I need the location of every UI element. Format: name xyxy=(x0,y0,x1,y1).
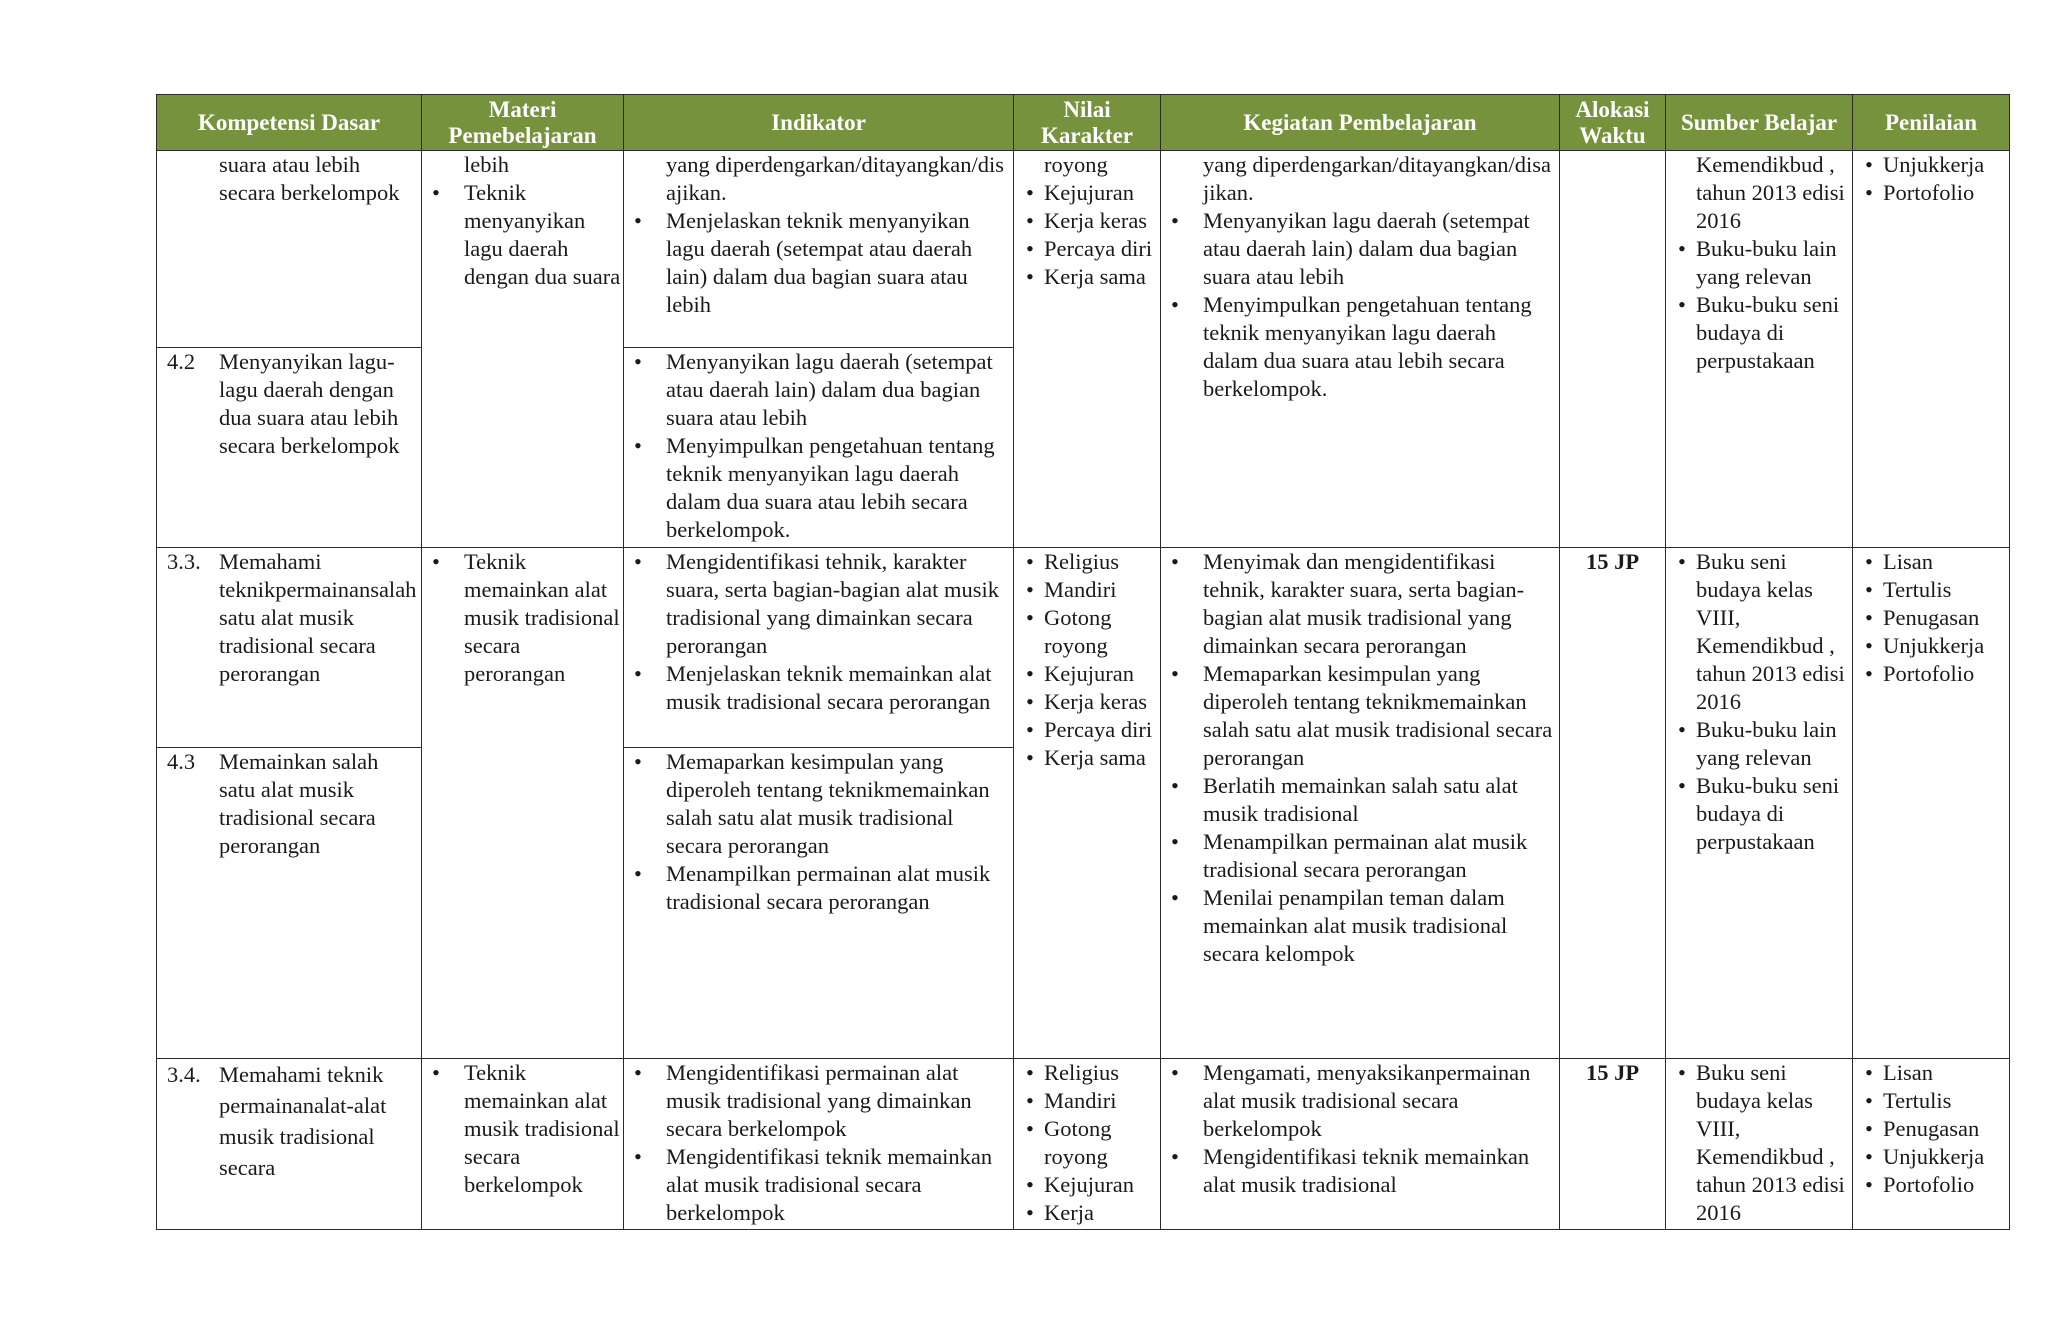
kd-text: Menyanyikan lagu-lagu daerah dengan dua suara atau lebih secara berkelompok xyxy=(219,349,400,458)
list-item: • Percaya diri xyxy=(1014,235,1160,263)
list-item: • Religius xyxy=(1014,1059,1160,1087)
list-item: • Menyimpulkan pengetahuan tentang teknik menyanyikan lagu daerah dalam dua suara atau lebih secara berkelompok. xyxy=(1161,291,1553,403)
penilaian-list xyxy=(1853,548,2009,688)
table-row xyxy=(157,151,2010,548)
list-item: • Percaya diri xyxy=(1014,716,1160,744)
header-alokasi: Alokasi Waktu xyxy=(1560,95,1666,151)
penilaian-cell xyxy=(1853,1059,2010,1230)
continued-text: yang diperdengarkan/ditayangkan/disajikan. xyxy=(666,152,1005,205)
list-item: • Menampilkan permainan alat musik tradisional secara perorangan xyxy=(624,860,1007,916)
header-nilai-karakter: Nilai Karakter xyxy=(1014,95,1161,151)
kd-number: 3.3. xyxy=(167,549,201,574)
list-item: • Berlatih memainkan salah satu alat musik tradisional xyxy=(1161,772,1553,828)
kd-cell xyxy=(157,548,422,1059)
penilaian-cell xyxy=(1853,151,2010,548)
sumber-list xyxy=(1666,235,1852,375)
kd-cell xyxy=(157,1059,422,1230)
kd-cell xyxy=(157,151,422,548)
header-row xyxy=(157,95,2010,151)
list-item: • Teknik memainkan alat musik tradisional secara perorangan xyxy=(422,548,623,688)
kd-text: Memainkan salah satu alat musik tradisional secara perorangan xyxy=(219,749,379,858)
list-item: • Mengidentifikasi teknik memainkan alat musik tradisional xyxy=(1161,1143,1553,1199)
penilaian-list xyxy=(1853,151,2009,207)
list-item: • Menyanyikan lagu daerah (setempat atau daerah lain) dalam dua bagian suara atau lebih xyxy=(1161,207,1553,291)
list-item: • Menyimak dan mengidentifikasi tehnik, karakter suara, serta bagian- bagian alat musik tradisional yang dimainkan secara perorangan xyxy=(1161,548,1553,660)
kd-block xyxy=(157,548,421,747)
indikator-list xyxy=(624,1059,1013,1227)
materi-cell xyxy=(422,151,624,548)
indikator-list xyxy=(624,548,1013,716)
list-item: • Buku-buku seni budaya di perpustakaan xyxy=(1666,772,1852,856)
list-item: • Teknik menyanyikan lagu daerah dengan dua suara xyxy=(422,179,623,291)
rpp-table xyxy=(156,94,2010,1230)
list-item: • Buku-buku lain yang relevan xyxy=(1666,716,1852,772)
header-indikator: Indikator xyxy=(624,95,1014,151)
list-item: • Buku-buku lain yang relevan xyxy=(1666,235,1852,291)
indikator-list xyxy=(624,748,1013,916)
list-item: • Menilai penampilan teman dalam memainkan alat musik tradisional secara kelompok xyxy=(1161,884,1553,968)
list-item: • Kerja keras xyxy=(1014,688,1160,716)
materi-list xyxy=(422,179,623,291)
list-item: • Penugasan xyxy=(1853,1115,2009,1143)
alokasi-cell xyxy=(1560,151,1666,548)
indikator-block xyxy=(624,548,1013,747)
nilai-cell xyxy=(1014,1059,1161,1230)
indikator-cell xyxy=(624,548,1014,1059)
list-item: • Penugasan xyxy=(1853,604,2009,632)
penilaian-cell xyxy=(1853,548,2010,1059)
list-item: • Kejujuran xyxy=(1014,1171,1160,1199)
table-row xyxy=(157,1059,2010,1230)
kegiatan-list xyxy=(1161,1059,1559,1199)
kegiatan-cell xyxy=(1161,151,1560,548)
indikator-cell xyxy=(624,1059,1014,1230)
list-item: • Menyimpulkan pengetahuan tentang teknik menyanyikan lagu daerah dalam dua suara atau lebih secara berkelompok. xyxy=(624,432,1007,544)
materi-list xyxy=(422,548,623,688)
list-item: • Kerja keras xyxy=(1014,207,1160,235)
continued-text: yang diperdengarkan/ditayangkan/disajikan. xyxy=(1203,152,1552,205)
list-item: • Memaparkan kesimpulan yang diperoleh tentang teknikmemainkan salah satu alat musik tradisional secara perorangan xyxy=(1161,660,1553,772)
list-item: • Mengidentifikasi teknik memainkan alat musik tradisional secara berkelompok xyxy=(624,1143,1007,1227)
kd-block xyxy=(157,747,421,1056)
list-item: • Lisan xyxy=(1853,548,2009,576)
kd-block xyxy=(157,347,421,545)
sumber-cell xyxy=(1666,151,1853,548)
list-item: • Portofolio xyxy=(1853,179,2009,207)
header-kegiatan: Kegiatan Pembelajaran xyxy=(1161,95,1560,151)
alokasi-cell: 15 JP xyxy=(1560,548,1666,1059)
nilai-list xyxy=(1014,548,1160,772)
sumber-list xyxy=(1666,1059,1852,1227)
list-item: • Menampilkan permainan alat musik tradisional secara perorangan xyxy=(1161,828,1553,884)
kd-number: 3.4. xyxy=(167,1062,201,1087)
indikator-block xyxy=(624,151,1013,347)
continued-text: lebih xyxy=(464,152,509,177)
list-item: • Tertulis xyxy=(1853,576,2009,604)
indikator-list xyxy=(624,348,1013,544)
kd-text: Memahami teknik permainanalat-alat musik tradisional secara xyxy=(219,1062,387,1180)
kegiatan-cell xyxy=(1161,548,1560,1059)
list-item: • Kerja xyxy=(1014,1199,1160,1227)
list-item: • Buku-buku seni budaya di perpustakaan xyxy=(1666,291,1852,375)
list-item: • Buku seni budaya kelas VIII, Kemendikbud , tahun 2013 edisi 2016 xyxy=(1666,1059,1852,1227)
list-item: • Lisan xyxy=(1853,1059,2009,1087)
indikator-list xyxy=(624,207,1013,319)
nilai-cell xyxy=(1014,548,1161,1059)
list-item: • Mengidentifikasi permainan alat musik tradisional yang dimainkan secara berkelompok xyxy=(624,1059,1007,1143)
list-item: • Gotong royong xyxy=(1014,1115,1160,1171)
header-sumber: Sumber Belajar xyxy=(1666,95,1853,151)
list-item: • Mandiri xyxy=(1014,576,1160,604)
indikator-cell xyxy=(624,151,1014,548)
header-materi: Materi Pemebelajaran xyxy=(422,95,624,151)
kegiatan-list xyxy=(1161,548,1559,968)
list-item: • Mandiri xyxy=(1014,1087,1160,1115)
indikator-block xyxy=(624,747,1013,1056)
list-item: • Menyanyikan lagu daerah (setempat atau daerah lain) dalam dua bagian suara atau lebih xyxy=(624,348,1007,432)
continued-text: royong xyxy=(1044,152,1108,177)
nilai-cell xyxy=(1014,151,1161,548)
list-item: • Kejujuran xyxy=(1014,179,1160,207)
list-item: • Unjukkerja xyxy=(1853,151,2009,179)
alokasi-cell: 15 JP xyxy=(1560,1059,1666,1230)
materi-cell xyxy=(422,548,624,1059)
materi-cell xyxy=(422,1059,624,1230)
rpp-table-page xyxy=(156,94,2009,1227)
list-item: • Kerja sama xyxy=(1014,744,1160,772)
list-item: • Religius xyxy=(1014,548,1160,576)
sumber-cell xyxy=(1666,1059,1853,1230)
indikator-block xyxy=(624,347,1013,545)
list-item: • Mengamati, menyaksikanpermainan alat musik tradisional secara berkelompok xyxy=(1161,1059,1553,1143)
list-item: • Memaparkan kesimpulan yang diperoleh tentang teknikmemainkan salah satu alat musik tradisional secara perorangan xyxy=(624,748,1007,860)
list-item: • Buku seni budaya kelas VIII, Kemendikbud , tahun 2013 edisi 2016 xyxy=(1666,548,1852,716)
sumber-cell xyxy=(1666,548,1853,1059)
header-kompetensi-dasar: Kompetensi Dasar xyxy=(157,95,422,151)
kd-number: 4.2 xyxy=(167,349,196,374)
table-row xyxy=(157,548,2010,1059)
nilai-list xyxy=(1014,179,1160,291)
list-item: • Portofolio xyxy=(1853,660,2009,688)
list-item: • Mengidentifikasi tehnik, karakter suara, serta bagian-bagian alat musik tradisional yang dimainkan secara perorangan xyxy=(624,548,1007,660)
kegiatan-list xyxy=(1161,207,1559,403)
kd-block xyxy=(157,151,421,347)
materi-list xyxy=(422,1059,623,1199)
list-item: • Gotong royong xyxy=(1014,604,1160,660)
list-item: • Menjelaskan teknik menyanyikan lagu daerah (setempat atau daerah lain) dalam dua bagian suara atau lebih xyxy=(624,207,1007,319)
kegiatan-cell xyxy=(1161,1059,1560,1230)
list-item: • Tertulis xyxy=(1853,1087,2009,1115)
header-penilaian: Penilaian xyxy=(1853,95,2010,151)
list-item: • Unjukkerja xyxy=(1853,632,2009,660)
list-item: • Teknik memainkan alat musik tradisional secara berkelompok xyxy=(422,1059,623,1199)
list-item: • Kerja sama xyxy=(1014,263,1160,291)
list-item: • Portofolio xyxy=(1853,1171,2009,1199)
kd-number: 4.3 xyxy=(167,749,196,774)
nilai-list xyxy=(1014,1059,1160,1227)
kd-text: Memahami teknikpermainansalah satu alat musik tradisional secara perorangan xyxy=(219,549,417,686)
list-item: • Menjelaskan teknik memainkan alat musik tradisional secara perorangan xyxy=(624,660,1007,716)
list-item: • Unjukkerja xyxy=(1853,1143,2009,1171)
sumber-list xyxy=(1666,548,1852,856)
list-item: • Kejujuran xyxy=(1014,660,1160,688)
penilaian-list xyxy=(1853,1059,2009,1199)
kd-text: suara atau lebih secara berkelompok xyxy=(219,152,400,205)
continued-text: Kemendikbud , tahun 2013 edisi 2016 xyxy=(1696,152,1845,233)
